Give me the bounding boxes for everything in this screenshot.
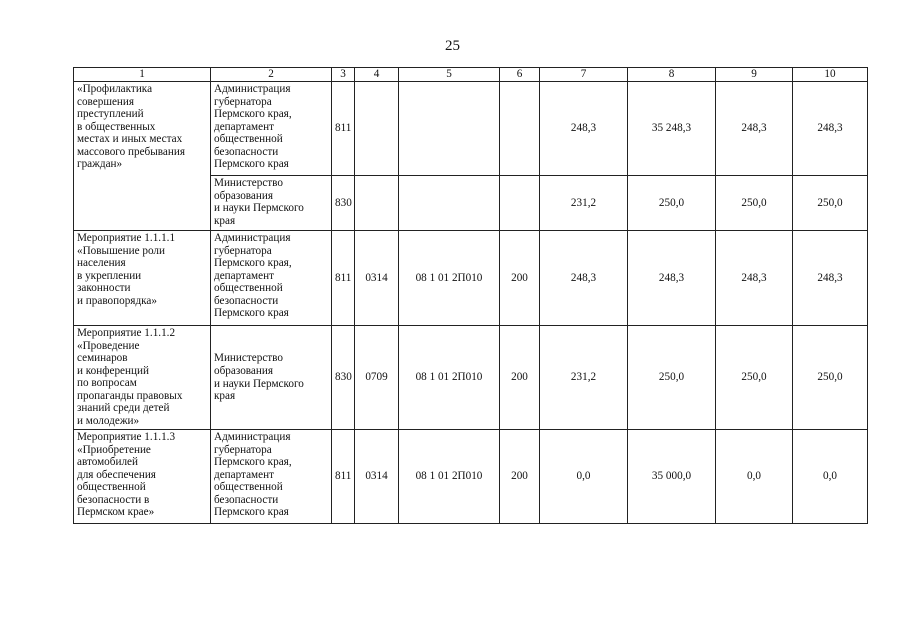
executor-cell: Министерство образования и науки Пермского края <box>211 326 332 430</box>
amount-col10-cell: 250,0 <box>793 326 868 430</box>
executor-cell: Администрация губернатора Пермского края, департамент общественной безопасности Пермского края <box>211 82 332 176</box>
executor-cell: Администрация губернатора Пермского края, департамент общественной безопасности Пермского края <box>211 231 332 326</box>
amount-col8-cell: 248,3 <box>628 231 716 326</box>
expense-type-cell <box>500 82 540 176</box>
target-article-cell <box>399 176 500 231</box>
program-name-cell: Мероприятие 1.1.1.2 «Проведение семинаров и конференций по вопросам пропаганды правовых знаний среди детей и молодежи» <box>74 326 211 430</box>
column-header-9: 9 <box>716 68 793 82</box>
program-name-cell: Мероприятие 1.1.1.3 «Приобретение автомобилей для обеспечения общественной безопасности в Пермском крае» <box>74 430 211 524</box>
executor-cell: Администрация губернатора Пермского края, департамент общественной безопасности Пермского края <box>211 430 332 524</box>
column-header-8: 8 <box>628 68 716 82</box>
expense-type-cell: 200 <box>500 430 540 524</box>
amount-col7-cell: 0,0 <box>540 430 628 524</box>
header-row <box>74 68 868 82</box>
table-row <box>74 231 868 326</box>
column-header-4: 4 <box>355 68 399 82</box>
executor-cell: Министерство образования и науки Пермского края <box>211 176 332 231</box>
amount-col9-cell: 248,3 <box>716 82 793 176</box>
column-header-3: 3 <box>332 68 355 82</box>
table-row <box>74 326 868 430</box>
column-header-2: 2 <box>211 68 332 82</box>
section-code-cell: 0314 <box>355 430 399 524</box>
amount-col7-cell: 231,2 <box>540 326 628 430</box>
grbs-code-cell: 811 <box>332 430 355 524</box>
column-header-10: 10 <box>793 68 868 82</box>
section-code-cell <box>355 82 399 176</box>
amount-col9-cell: 0,0 <box>716 430 793 524</box>
grbs-code-cell: 811 <box>332 231 355 326</box>
column-header-5: 5 <box>399 68 500 82</box>
page-number: 25 <box>445 38 460 54</box>
target-article-cell: 08 1 01 2П010 <box>399 430 500 524</box>
target-article-cell <box>399 82 500 176</box>
amount-col10-cell: 248,3 <box>793 82 868 176</box>
amount-col7-cell: 231,2 <box>540 176 628 231</box>
amount-col7-cell: 248,3 <box>540 82 628 176</box>
budget-table <box>73 67 868 524</box>
section-code-cell <box>355 176 399 231</box>
grbs-code-cell: 830 <box>332 326 355 430</box>
column-header-1: 1 <box>74 68 211 82</box>
column-header-6: 6 <box>500 68 540 82</box>
amount-col9-cell: 250,0 <box>716 176 793 231</box>
amount-col8-cell: 250,0 <box>628 176 716 231</box>
amount-col10-cell: 248,3 <box>793 231 868 326</box>
expense-type-cell: 200 <box>500 326 540 430</box>
amount-col9-cell: 250,0 <box>716 326 793 430</box>
amount-col10-cell: 250,0 <box>793 176 868 231</box>
amount-col8-cell: 35 248,3 <box>628 82 716 176</box>
amount-col9-cell: 248,3 <box>716 231 793 326</box>
column-header-7: 7 <box>540 68 628 82</box>
expense-type-cell: 200 <box>500 231 540 326</box>
amount-col8-cell: 35 000,0 <box>628 430 716 524</box>
target-article-cell: 08 1 01 2П010 <box>399 326 500 430</box>
program-name-cell: Мероприятие 1.1.1.1 «Повышение роли населения в укреплении законности и правопорядка» <box>74 231 211 326</box>
grbs-code-cell: 811 <box>332 82 355 176</box>
table-row <box>74 430 868 524</box>
section-code-cell: 0709 <box>355 326 399 430</box>
table-row <box>74 82 868 176</box>
amount-col7-cell: 248,3 <box>540 231 628 326</box>
grbs-code-cell: 830 <box>332 176 355 231</box>
amount-col10-cell: 0,0 <box>793 430 868 524</box>
expense-type-cell <box>500 176 540 231</box>
program-name-cell: «Профилактика совершения преступлений в общественных местах и иных местах массового пребывания граждан» <box>74 82 211 231</box>
section-code-cell: 0314 <box>355 231 399 326</box>
target-article-cell: 08 1 01 2П010 <box>399 231 500 326</box>
amount-col8-cell: 250,0 <box>628 326 716 430</box>
